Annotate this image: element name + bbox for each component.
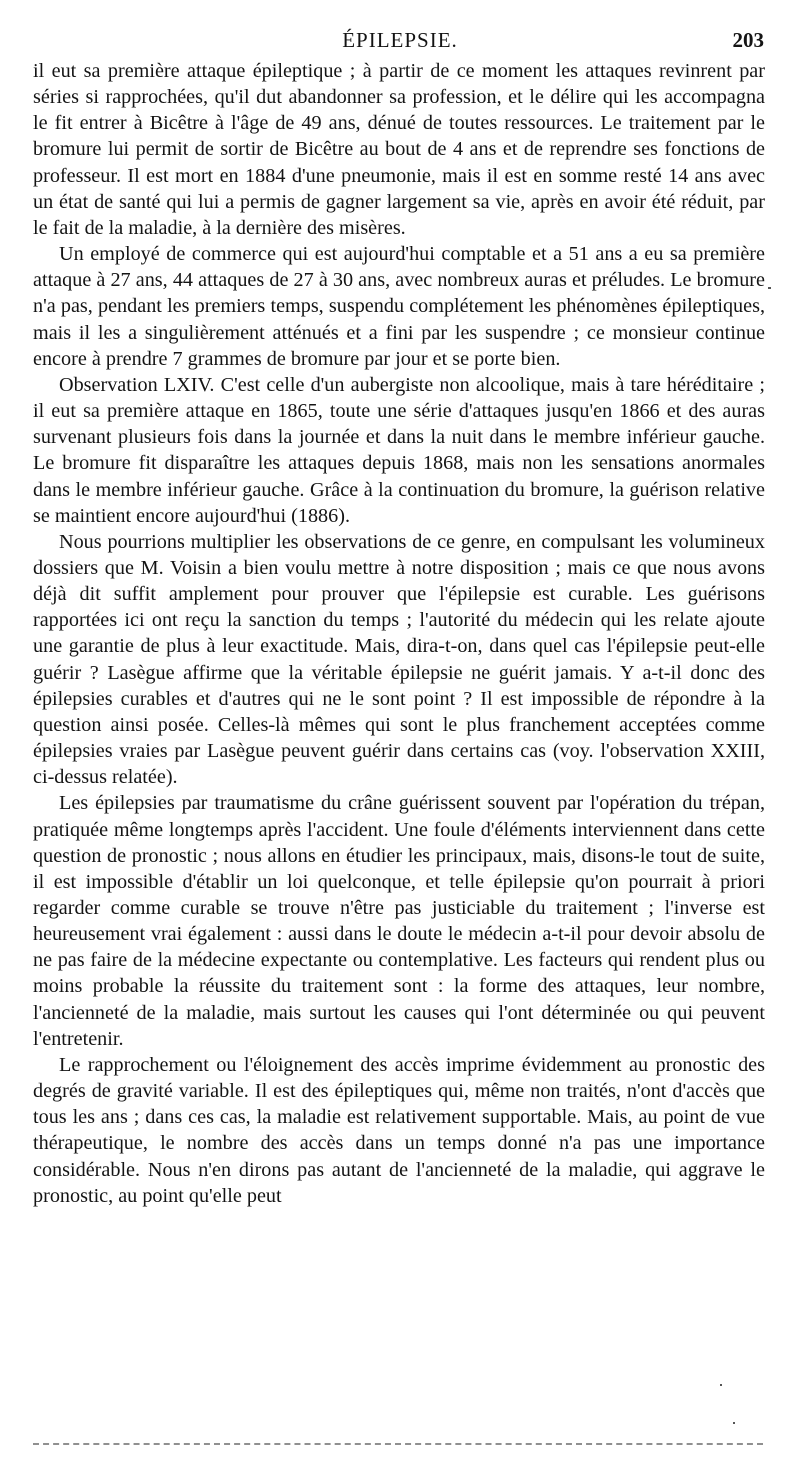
running-header [0,28,800,58]
print-speck [720,1384,722,1386]
page-number: 203 [732,28,764,52]
paragraph-2: Un employé de commerce qui est aujourd'hui comptable et a 51 ans a eu sa première attaque à 27 ans, 44 attaques de 27 à 30 ans, avec nombreux auras et préludes. Le bromure n'a pas, pendant les premiers temps, suspendu complétement les phénomènes épileptiques, mais il les a singulièrement atténués et a fini par les suspendre ; ce monsieur continue encore à prendre 7 grammes de bromure par jour et se porte bien. [33,243,765,370]
paragraph-4: Nous pourrions multiplier les observations de ce genre, en compulsant les volumineux dossiers que M. Voisin a bien voulu mettre à notre disposition ; mais ce que nous avons déjà dit suffit amplement pour prouver que l'épilepsie est curable. Les guérisons rapportées ici ont reçu la sanction du temps ; l'autorité du médecin qui les relate ajoute une garantie de plus à leur exactitude. Mais, dira-t-on, dans quel cas l'épilepsie peut-elle guérir ? Lasègue affirme que la véritable épilepsie ne guérit jamais. Y a-t-il donc des épilepsies curables et d'autres qui ne le sont point ? Il est impossible de répondre à la question ainsi posée. Celles-là mêmes qui sont le plus franchement acceptées comme épilepsies vraies par Lasègue peuvent guérir dans certains cas (voy. l'observation XXIII, ci-dessus relatée). [33,530,765,789]
print-speck [733,1422,735,1424]
running-title: ÉPILEPSIE. [342,28,458,52]
body-text [33,58,765,1209]
paragraph-3: Observation LXIV. C'est celle d'un aubergiste non alcoolique, mais à tare héréditaire ; il eut sa première attaque en 1865, toute une série d'attaques jusqu'en 1866 et des auras survenant plusieurs fois dans la journée et dans la nuit dans le membre inférieur gauche. Le bromure fit disparaître les attaques depuis 1868, mais non les sensations anormales dans le membre inférieur gauche. Grâce à la continuation du bromure, la guérison relative se maintient encore aujourd'hui (1886). [33,373,765,527]
paragraph-6: Le rapprochement ou l'éloignement des accès imprime évidemment au pronostic des degrés de gravité variable. Il est des épileptiques qui, même non traités, n'ont d'accès que tous les ans ; dans ces cas, la maladie est relativement supportable. Mais, au point de vue thérapeutique, le nombre des accès dans un temps donné n'a pas une importance considérable. Nous n'en dirons pas autant de l'ancienneté de la maladie, qui aggrave le pronostic, au point qu'elle peut [33,1053,765,1207]
paragraph-1: il eut sa première attaque épileptique ; à partir de ce moment les attaques revinrent par séries si rapprochées, qu'il dut abandonner sa profession, et le délire qui les accompagna le fit entrer à Bicêtre à l'âge de 49 ans, dénué de toutes ressources. Le traitement par le bromure lui permit de sortir de Bicêtre au bout de 4 ans et de reprendre ses fonctions de professeur. Il est mort en 1884 d'une pneumonie, mais il est en somme resté 14 ans avec un état de santé qui lui a permis de gagner largement sa vie, après en avoir été réduit, par le fait de la maladie, à la dernière des misères. [33,60,765,239]
bottom-rule [33,1443,763,1445]
paragraph-5: Les épilepsies par traumatisme du crâne guérissent souvent par l'opération du trépan, pratiquée même longtemps après l'accident. Une foule d'éléments interviennent dans cette question de pronostic ; nous allons en étudier les principaux, mais, disons-le tout de suite, il est impossible d'établir un loi quelconque, et telle épilepsie qu'on pourrait à priori regarder comme curable se trouve n'être pas justiciable du traitement ; l'inverse est heureusement vrai également : aussi dans le doute le médecin a-t-il pour devoir absolu de ne pas faire de la médecine expectante ou contemplative. Les facteurs qui rendent plus ou moins probable la réussite du traitement sont : la forme des attaques, leur nombre, l'ancienneté de la maladie, mais surtout les causes qui l'ont déterminée ou qui peuvent l'entretenir. [33,792,765,1050]
print-speck [768,287,771,289]
